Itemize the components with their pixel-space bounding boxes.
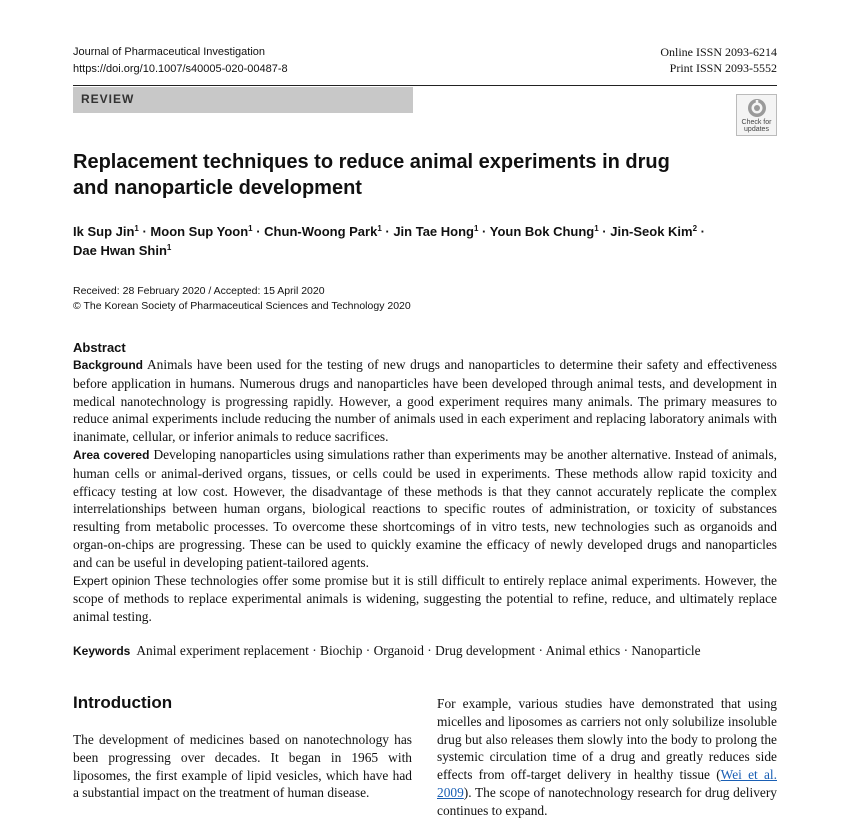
author-affiliation: 1: [377, 224, 382, 233]
journal-info: [73, 44, 288, 78]
keywords-label: Keywords: [73, 644, 131, 658]
author-affiliation: 2: [692, 224, 698, 233]
body-left-column: The development of medicines based on nanotechnology has been progressing over decades. It began in 1965 with liposomes, the first example of lipid vesicles, which have had a substantial impact on the treatment of human disease.: [73, 732, 412, 801]
abstract-section: [73, 339, 777, 626]
keywords-list: Animal experiment replacement · Biochip · Organoid · Drug development · Animal ethics · Nanoparticle: [136, 643, 701, 658]
article-type-bar: [73, 87, 413, 113]
online-issn: Online ISSN 2093-6214: [660, 45, 777, 59]
background-label: Background: [73, 358, 144, 372]
area-covered-label: Area covered: [73, 447, 150, 462]
check-for-updates-line1: Check for: [741, 119, 772, 126]
publication-dates: [73, 284, 411, 314]
area-covered-text: Developing nanoparticles using simulations rather than experiments may be another alternative. Instead of animals, human cells or animal-derived organs, tissues, or cells could be used in experiments. These methods allow rapid toxicity and efficacy testing at low cost. However, the disadvantage of these methods is that they cannot accurately replicate the complex interrelationships between human organs, biological reactions to specific routes of administration, or toxicity of substances resulting from metabolic processes. To overcome these shortcomings of in vitro tests, new technologies such as organoids and organ-on-chips are progressing. These can be used to quickly examine the efficacy of newly developed drugs and nanoparticles and can be useful in developing patient-tailored agents.: [73, 446, 778, 570]
citation-link[interactable]: Wei et al. 2009: [437, 767, 777, 800]
check-for-updates-line2: updates: [744, 126, 769, 133]
body-right-column: [437, 695, 777, 818]
introduction-heading: Introduction: [73, 693, 173, 712]
copyright-notice: © The Korean Society of Pharmaceutical Sciences and Technology 2020: [73, 300, 411, 312]
author-name[interactable]: Jin-Seok Kim: [610, 224, 693, 239]
abstract-expert-opinion: [73, 572, 777, 626]
check-for-updates-badge[interactable]: [736, 94, 777, 136]
author-name[interactable]: Ik Sup Jin: [73, 224, 135, 239]
right-column-text-end: ). The scope of nanotechnology research for drug delivery continues to expand.: [437, 784, 777, 818]
author-name[interactable]: Moon Sup Yoon: [150, 224, 249, 239]
author-affiliation: 1: [594, 224, 599, 233]
author-name[interactable]: Chun-Woong Park: [264, 224, 378, 239]
journal-name: Journal of Pharmaceutical Investigation: [73, 46, 265, 58]
doi-link[interactable]: https://doi.org/10.1007/s40005-020-00487-8: [73, 63, 288, 75]
author-name[interactable]: Dae Hwan Shin: [73, 243, 167, 258]
author-affiliation: 1: [134, 224, 139, 233]
issn-info: [660, 44, 777, 76]
article-type-label: REVIEW: [81, 92, 135, 106]
print-issn: Print ISSN 2093-5552: [669, 61, 777, 75]
expert-opinion-label: Expert opinion: [73, 573, 151, 588]
abstract-heading: Abstract: [73, 340, 126, 355]
abstract-area-covered: [73, 446, 777, 572]
header-divider: [73, 85, 777, 86]
article-title: Replacement techniques to reduce animal experiments in drug and nanoparticle development: [73, 151, 670, 199]
expert-opinion-text: These technologies offer some promise but it is still difficult to entirely replace animal experiments. However, the scope of methods to replace experimental animals is widening, suggesting the potential to refine, reduce, and ultimately replace animal testing.: [73, 572, 777, 625]
keywords: [73, 642, 701, 660]
author-name[interactable]: Jin Tae Hong: [393, 224, 474, 239]
author-affiliation: 1: [248, 224, 253, 233]
author-name[interactable]: Youn Bok Chung: [489, 224, 595, 239]
received-accepted-dates: Received: 28 February 2020 / Accepted: 15 April 2020: [73, 285, 325, 297]
author-list: Ik Sup Jin$^1$ · Moon Sup Yoon$^1$ · Chun-Woong Park$^1$ · Jin Tae Hong$^1$ · Youn Bok Chung$^1$ · Jin-Seok Kim$^2$ · Dae Hwan Shin$^1$: [73, 224, 706, 258]
background-text: Animals have been used for the testing of new drugs and nanoparticles to determine their safety and effectiveness before application in humans. Numerous drugs and nanoparticles have been developed through animal tests, and development in medical nanotechnology is progressing rapidly. However, a good experiment requires many animals. The primary measures to reduce animal experiments include reducing the number of animals used in each experiment and replacing laboratory animals with inanimate, cellular, or inferior animals to reduce sacrifices.: [73, 357, 777, 445]
check-for-updates-icon: [746, 97, 768, 119]
abstract-background: [73, 356, 777, 446]
author-affiliation: 1: [473, 224, 479, 233]
right-column-text: For example, various studies have demonstrated that using micelles and liposomes as carriers not only solubilize insoluble drug but also releases them slowly into the body to prolong the systemic circulation time of a drug and greatly reduces side effects from off-target delivery in healthy tissue (: [437, 696, 777, 783]
author-affiliation: 1: [166, 243, 172, 252]
